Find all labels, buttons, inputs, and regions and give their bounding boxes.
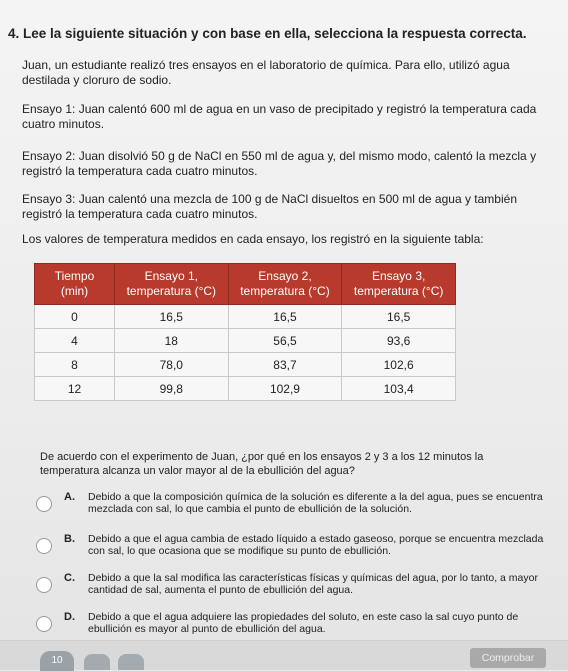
trial-1-body: Juan calentó 600 ml de agua en un vaso de precipitado y registró la temperatura cada cuatro minutos. <box>22 102 537 131</box>
option-letter: D. <box>64 611 75 623</box>
intro-text: Juan, un estudiante realizó tres ensayos en el laboratorio de química. Para ello, utilizó agua destilada y cloruro de sodio. <box>22 58 510 87</box>
header-time: Tiempo (min) <box>35 264 115 305</box>
answer-option-d[interactable] <box>36 611 546 639</box>
radio-button-d[interactable] <box>36 616 52 632</box>
cell-time: 12 <box>35 377 115 401</box>
cell-time: 4 <box>35 329 115 353</box>
cell-trial-2: 16,5 <box>228 305 342 329</box>
table-row <box>35 305 456 329</box>
table-row <box>35 329 456 353</box>
cell-time: 8 <box>35 353 115 377</box>
trial-1-text <box>22 102 552 132</box>
answer-option-a[interactable] <box>36 491 546 519</box>
table-header-row <box>35 264 456 305</box>
radio-button-c[interactable] <box>36 577 52 593</box>
question-title: 4. Lee la siguiente situación y con base en ella, selecciona la respuesta correcta. <box>8 26 527 41</box>
trial-2-body: Juan disolvió 50 g de NaCl en 550 ml de agua y, del mismo modo, calentó la mezcla y registró la temperatura cada cuatro minutos. <box>22 149 537 178</box>
check-answer-button[interactable]: Comprobar <box>470 648 546 668</box>
option-text: Debido a que la sal modifica las características físicas y químicas del agua, por lo tanto, a mayor cantidad de sal, aumenta el punto de ebullición del agua. <box>88 572 538 596</box>
cell-trial-2: 83,7 <box>228 353 342 377</box>
table-row <box>35 353 456 377</box>
answer-option-c[interactable] <box>36 572 546 600</box>
trial-1-label: Ensayo 1: <box>22 102 76 116</box>
cell-trial-1: 18 <box>114 329 228 353</box>
question-prompt: De acuerdo con el experimento de Juan, ¿por qué en los ensayos 2 y 3 a los 12 minutos la temperatura alcanza un valor mayor al de la ebullición del agua? <box>40 451 484 477</box>
table-intro: Los valores de temperatura medidos en cada ensayo, los registró en la siguiente tabla: <box>22 232 484 246</box>
header-trial-2: Ensayo 2, temperatura (°C) <box>228 264 342 305</box>
trial-3-text <box>22 192 552 222</box>
cell-trial-1: 78,0 <box>114 353 228 377</box>
option-letter: C. <box>64 572 75 584</box>
cell-trial-3: 93,6 <box>342 329 456 353</box>
radio-button-a[interactable] <box>36 496 52 512</box>
table-row <box>35 377 456 401</box>
cell-trial-1: 16,5 <box>114 305 228 329</box>
option-letter: B. <box>64 533 75 545</box>
trial-2-text <box>22 149 552 179</box>
trial-2-label: Ensayo 2: <box>22 149 76 163</box>
option-text: Debido a que el agua cambia de estado líquido a estado gaseoso, porque se encuentra mezclada con sal, lo que ocasiona que se modifique su punto de ebullición. <box>88 533 544 557</box>
trial-3-label: Ensayo 3: <box>22 192 76 206</box>
trial-3-body: Juan calentó una mezcla de 100 g de NaCl disueltos en 500 ml de agua y también registró la temperatura cada cuatro minutos. <box>22 192 517 221</box>
answer-option-b[interactable] <box>36 533 546 561</box>
option-text: Debido a que el agua adquiere las propiedades del soluto, en este caso la sal cuyo punto de ebullición es mayor al punto de ebullición del agua. <box>88 611 519 635</box>
header-trial-3: Ensayo 3, temperatura (°C) <box>342 264 456 305</box>
option-text: Debido a que la composición química de la solución es diferente a la del agua, pues se encuentra mezclada con sal, lo que cambia el punto de ebullición de la solución. <box>88 491 543 515</box>
cell-trial-3: 102,6 <box>342 353 456 377</box>
cell-trial-3: 103,4 <box>342 377 456 401</box>
cell-trial-2: 102,9 <box>228 377 342 401</box>
page-number-tab[interactable]: 10 <box>40 651 74 671</box>
header-trial-1: Ensayo 1, temperatura (°C) <box>114 264 228 305</box>
radio-button-b[interactable] <box>36 538 52 554</box>
nav-tab-icon[interactable] <box>84 654 110 670</box>
cell-trial-2: 56,5 <box>228 329 342 353</box>
calculator-icon[interactable] <box>118 654 144 670</box>
temperature-table <box>34 263 456 401</box>
cell-trial-3: 16,5 <box>342 305 456 329</box>
cell-time: 0 <box>35 305 115 329</box>
cell-trial-1: 99,8 <box>114 377 228 401</box>
option-letter: A. <box>64 491 75 503</box>
